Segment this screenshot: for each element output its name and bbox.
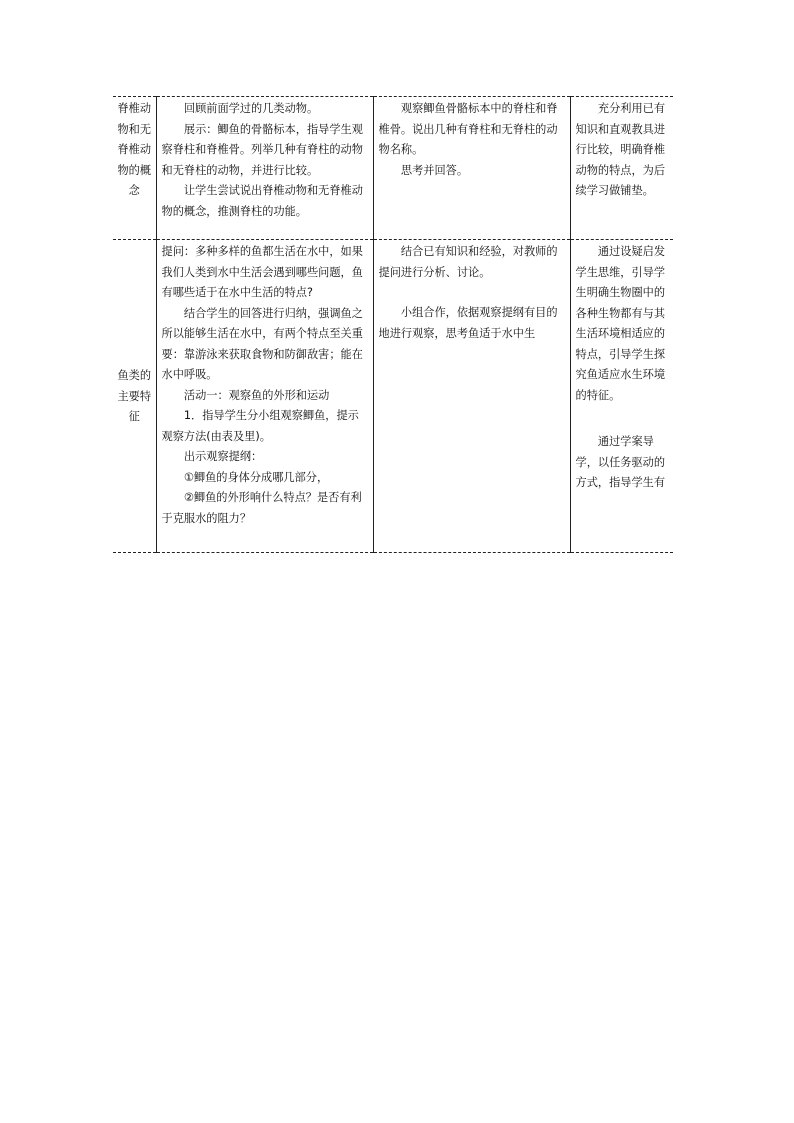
topic-cell (113, 97, 156, 240)
teacher-activity-cell (156, 97, 373, 240)
paragraph: 充分利用已有知识和直观教具进行比较，明确脊椎动物的特点，为后续学习做铺垫。 (575, 102, 666, 197)
paragraph: 结合已有知识和经验，对教师的提问进行分析、讨论。 (378, 245, 558, 279)
paragraph: 1．指导学生分小组观察鲫鱼，提示观察方法(由表及里)。 (161, 409, 359, 443)
paragraph: 思考并回答。 (400, 163, 469, 177)
paragraph: 展示：鲫鱼的骨骼标本，指导学生观察脊柱和脊椎骨。列举几种有脊柱的动物和无脊柱的动物，并进行比较。 (161, 122, 363, 177)
topic-text: 鱼类的主要特征 (117, 369, 152, 424)
paragraph: ①鲫鱼的身体分成哪几部分， (183, 470, 329, 484)
table-row (113, 240, 673, 553)
paragraph: 小组合作，依据观察提纲有目的地进行观察，思考鱼适于水中生 (378, 306, 558, 340)
design-purpose-cell (570, 97, 673, 240)
paragraph: 结合学生的回答进行归纳，强调鱼之所以能够生活在水中，有两个特点至关重要：靠游泳来获取食物和防御敌害；能在水中呼吸。 (161, 306, 363, 381)
paragraph: 通过学案导学，以任务驱动的方式，指导学生有 (575, 435, 666, 489)
student-activity-cell (373, 97, 570, 240)
paragraph: 活动一：观察鱼的外形和运动 (183, 388, 330, 402)
paragraph: 回顾前面学过的几类动物。 (183, 102, 319, 115)
topic-cell (113, 240, 156, 553)
paragraph: 观察鲫鱼骨骼标本中的脊柱和脊椎骨。说出几种有脊柱和无脊柱的动物名称。 (378, 102, 558, 156)
lesson-plan-table (113, 96, 673, 553)
student-activity-cell (373, 240, 570, 553)
paragraph: 出示观察提纲： (183, 450, 263, 463)
table-row (113, 97, 673, 240)
topic-text: 脊椎动物和无脊椎动物的概念 (117, 102, 152, 197)
paragraph: ②鲫鱼的外形响什么特点？是否有利于克服水的阻力？ (161, 491, 362, 525)
paragraph: 通过设疑启发学生思维，引导学生明确生物圈中的各种生物都有与其生活环境相适应的特点，引导学生探究鱼适应水生环境的特征。 (575, 245, 666, 402)
paragraph: 让学生尝试说出脊椎动物和无脊椎动物的概念，推测脊柱的功能。 (161, 184, 363, 218)
paragraph: 提问：多种多样的鱼都生活在水中，如果我们人类到水中生活会遇到哪些问题，鱼有哪些适于在水中生活的特点? (161, 245, 363, 299)
teacher-activity-cell (156, 240, 373, 553)
design-purpose-cell (570, 240, 673, 553)
